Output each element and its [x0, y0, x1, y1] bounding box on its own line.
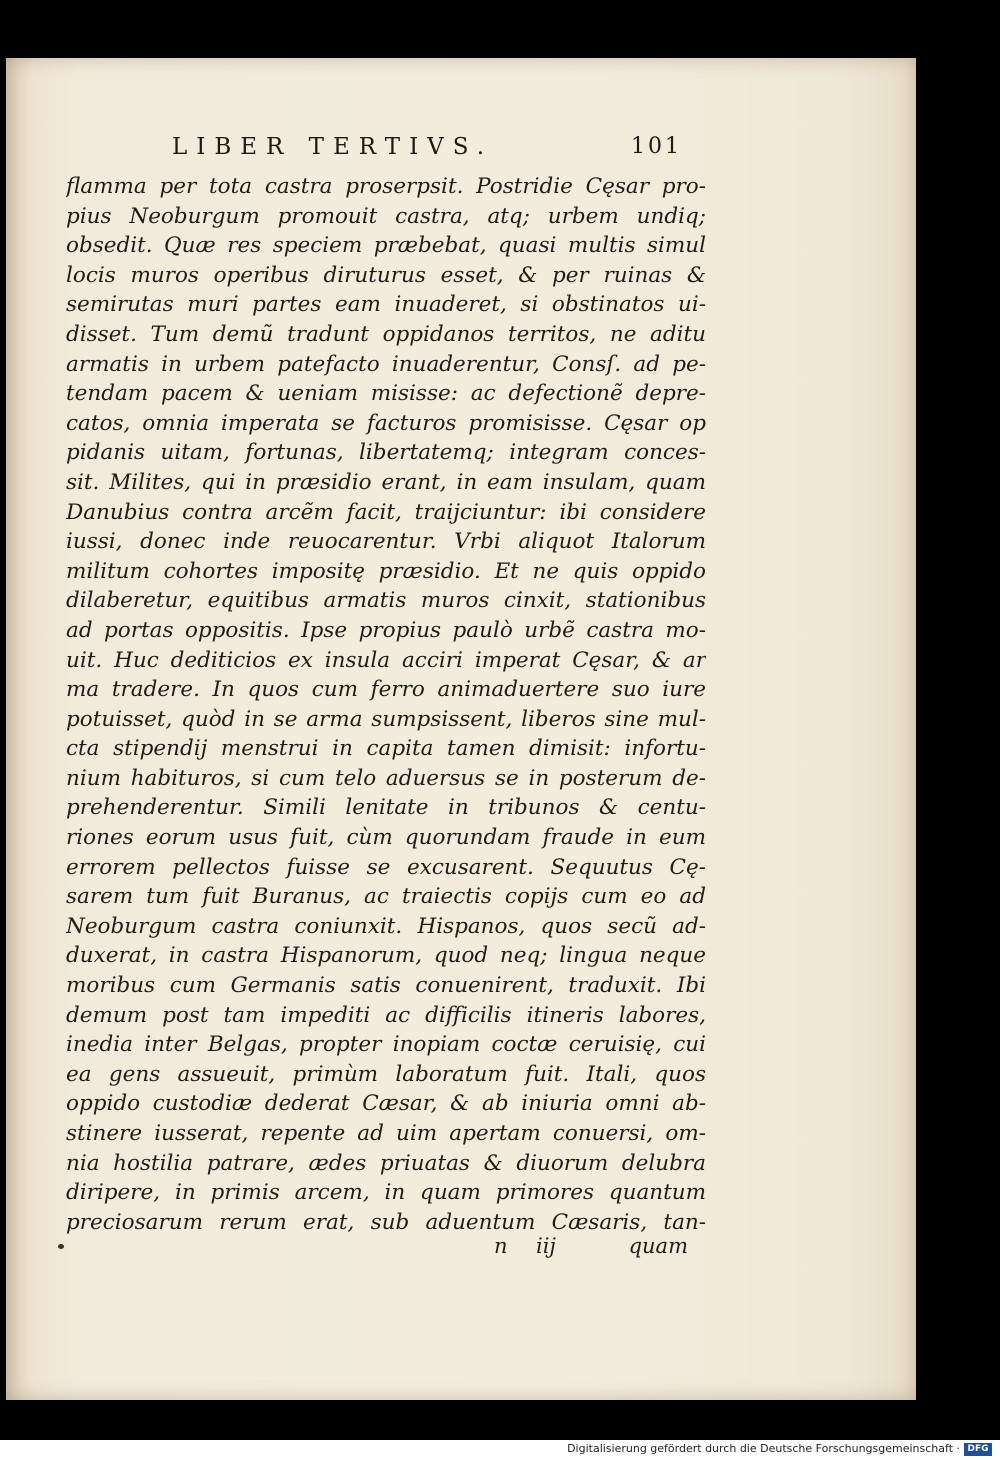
text-line: obsedit. Quæ res speciem præbebat, quasi multis simul [66, 233, 706, 259]
text-line: oppido custodiæ dederat Cæsar, & ab iniuria omni ab- [66, 1091, 706, 1117]
body-text [66, 172, 706, 1237]
text-line: militum cohortes impositę præsidio. Et ne quis oppido [66, 558, 706, 584]
text-line: tendam pacem & ueniam misisse: ac defectionẽ depre- [66, 381, 706, 407]
text-line: semirutas muri partes eam inuaderet, si obstinatos ui- [66, 292, 706, 318]
text-line: duxerat, in castra Hispanorum, quod neq; lingua neque [66, 943, 706, 969]
dfg-logo: DFG [964, 1443, 992, 1456]
text-line: diripere, in primis arcem, in quam primores quantum [66, 1180, 706, 1206]
text-line: armatis in urbem patefacto inuaderentur, Consſ. ad pe- [66, 351, 706, 377]
text-line: potuisset, quòd in se arma sumpsissent, liberos sine mul- [66, 706, 706, 732]
text-line: pidanis uitam, fortunas, libertatemq; integram conces- [66, 440, 706, 466]
text-line: disset. Tum demũ tradunt oppidanos territos, ne aditu [66, 321, 706, 347]
text-line: sarem tum fuit Buranus, ac traiectis copijs cum eo ad [66, 884, 706, 910]
signature-mark: n [494, 1234, 508, 1258]
running-header [172, 134, 682, 164]
text-line: nium habituros, si cum telo aduersus se in posterum de- [66, 765, 706, 791]
text-line: Neoburgum castra coniunxit. Hispanos, quos secũ ad- [66, 913, 706, 939]
page-number: 101 [631, 134, 682, 159]
signature-number: iij [536, 1234, 556, 1258]
text-line: ad portas oppositis. Ipse propius paulò urbẽ castra mo- [66, 617, 706, 643]
text-line: locis muros operibus diruturus esset, & per ruinas & [66, 262, 706, 288]
text-line: nia hostilia patrare, ædes priuatas & diuorum delubra [66, 1150, 706, 1176]
text-line: dilaberetur, equitibus armatis muros cinxit, stationibus [66, 588, 706, 614]
text-line: ea gens assueuit, primùm laboratum fuit. Itali, quos [66, 1061, 706, 1087]
text-line: preciosarum rerum erat, sub aduentum Cæsaris, tan- [66, 1209, 706, 1235]
text-line: moribus cum Germanis satis conuenirent, traduxit. Ibi [66, 973, 706, 999]
running-title: LIBER TERTIVS. [172, 134, 494, 160]
catchword: quam [628, 1234, 688, 1258]
text-line: Danubius contra arcẽm facit, traijciuntur: ibi considere [66, 499, 706, 525]
text-line: errorem pellectos fuisse se excusarent. Sequutus Cę- [66, 854, 706, 880]
text-line: iussi, donec inde reuocarentur. Vrbi aliquot Italorum [66, 529, 706, 555]
ink-speck [58, 1244, 64, 1249]
text-line: pius Neoburgum promouit castra, atq; urbem undiq; [66, 203, 706, 229]
credit-bar [0, 1440, 1000, 1460]
text-line: cta stipendij menstrui in capita tamen dimisit: infortu- [66, 736, 706, 762]
text-line: ma tradere. In quos cum ferro animaduertere suo iure [66, 677, 706, 703]
text-line: sit. Milites, qui in præsidio erant, in eam insulam, quam [66, 469, 706, 495]
page-footer [494, 1234, 694, 1264]
text-line: prehenderentur. Simili lenitate in tribunos & centu- [66, 795, 706, 821]
text-line: riones eorum usus fuit, cùm quorundam fraude in eum [66, 825, 706, 851]
funding-credit: Digitalisierung gefördert durch die Deutsche Forschungsgemeinschaft · [567, 1442, 960, 1455]
text-line: demum post tam impediti ac difficilis itineris labores, [66, 1002, 706, 1028]
text-line: inedia inter Belgas, propter inopiam coctæ ceruisię, cui [66, 1032, 706, 1058]
text-line: flamma per tota castra proserpsit. Postridie Cęsar pro- [66, 174, 706, 199]
text-line: uit. Huc dediticios ex insula acciri imperat Cęsar, & ar [66, 647, 706, 673]
text-line: stinere iusserat, repente ad uim apertam conuersi, om- [66, 1121, 706, 1146]
text-line: catos, omnia imperata se facturos promisisse. Cęsar op [66, 410, 706, 436]
